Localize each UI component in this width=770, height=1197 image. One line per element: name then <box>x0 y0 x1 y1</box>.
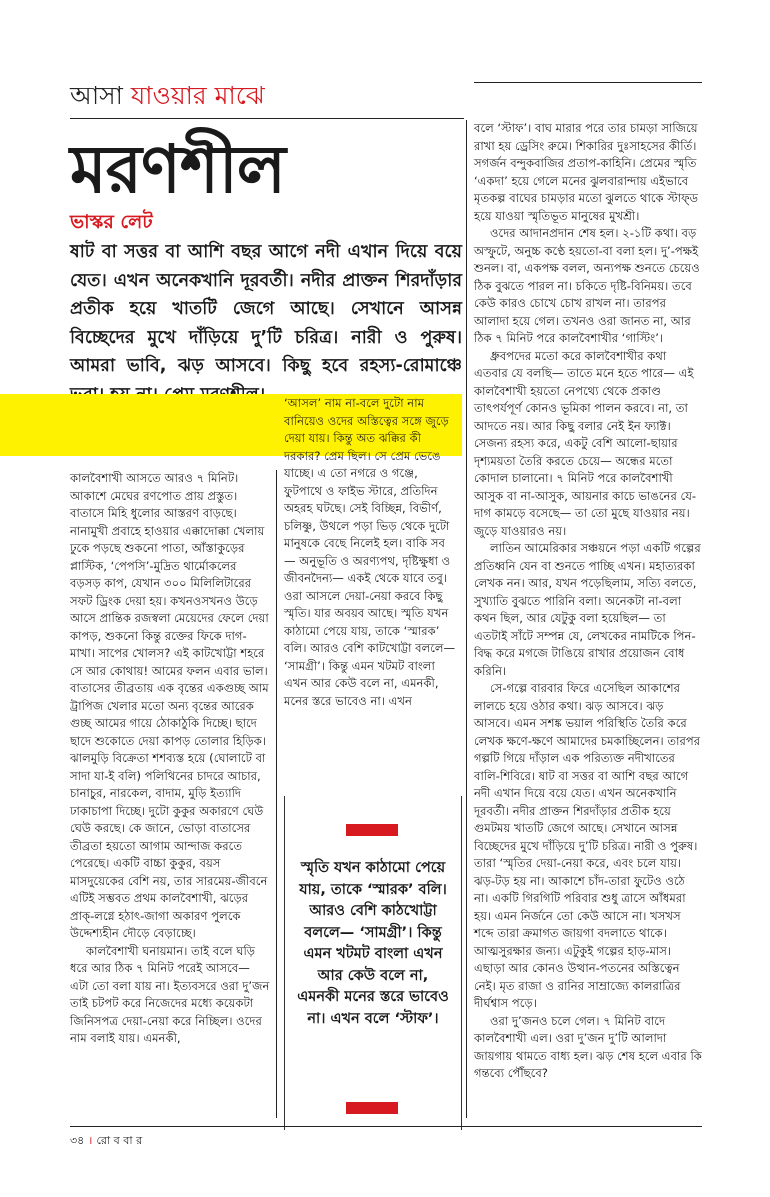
body-paragraph: লাতিন আমেরিকার সঞ্চয়নে পড়া একটি গল্পের প্রতিধ্বনি যেন বা শুনতে পাচ্ছি এখন। মহাত্যরকা লেখক নন। আর, যখন পড়েছিলাম, সত্যি বলতে, সুখ্যাতি বুঝতে পারিনি বলা। অনেকটা না-বলা কথন ছিল, আর যেটুকু বলা হয়েছিল— তা এতটাই সাঁটে সম্পন্ন যে, লেখকের নামটিকে পিন-বিদ্ধ করে মগজে টাঙিয়ে রাখার প্রয়োজন বোধ করিনি। <box>474 541 701 678</box>
body-paragraph: ওরা দু’জনও চলে গেল। ৭ মিনিট বাদে কালবৈশাখী এল। ওরা দু’জন দু’টি আলাদা জায়গায় থামতে বাধ্য হল। ঝড় শেষ হলে এবার কি গন্তব্যে পৌঁছবে? <box>474 1013 702 1080</box>
section-label-part1: আসা <box>70 81 123 110</box>
top-rule-right <box>474 82 702 83</box>
body-column-2 <box>284 395 456 710</box>
intro-paragraph: ষাট বা সত্তর বা আশি বছর আগে নদী এখান দিয়ে বয়ে যেত। এখন অনেকখানি দূরবর্তী। নদীর প্রাক্তন শিরদাঁড়ার প্রতীক হয়ে খাতটি জেগে আছে। সেখানে আসন্ন বিচ্ছেদের মুখে দাঁড়িয়ে দু’টি চরিত্র। নারী ও পুরুষ। আমরা ভাবি, ঝড় আসবে। কিছু হবে রহস্য-রোমাঞ্চে <box>70 242 462 376</box>
footer-separator: । <box>88 1134 93 1147</box>
body-paragraph: ধ্রুবপদের মতো করে কালবৈশাখীর কথা এতবার যে বলছি— তাতে মনে হতে পারে— এই কালবৈশাখী হয়তো নেপথ্যে থেকে প্রকাণ্ড তাৎপর্যপূর্ণ কোনও ভূমিকা পালন করবে। না, তা আদতে নয়। আর কিছু বলার নেই ইন ফ্যাক্ট। সেজন্য রহস্য করে, একটু বেশি আলো-ছায়ার দৃশ্যময়তা তৈরি করতে চেয়ে— অন্ধের মতো কোদাল চালানো। ৭ মিনিট পরে কালবৈশাখী আসুক বা না-আসুক, আয়নার কাচে ভাঙনের যে-দাগ কামড়ে বসেছে— তা তো মুছে যাওয়ার নয়। জুড়ে যাওয়ারও নয়। <box>474 348 697 538</box>
pull-quote-box <box>284 796 462 1130</box>
byline: ভাস্কর লেট <box>70 211 153 233</box>
headline: মরণশীল <box>70 131 285 208</box>
body-column-1 <box>70 470 270 1048</box>
column-divider-left <box>276 470 277 1118</box>
top-rule-left <box>70 118 464 119</box>
pull-quote-top-bar <box>346 824 398 836</box>
body-paragraph: কালবৈশাখী ঘনায়মান। তাই বলে ঘড়ি ধরে আর ঠিক ৭ মিনিট পরেই আসবে— এটা তো বলা যায় না। ইত্যবসরে ওরা দু’জন তাই চটপট করে নিজেদের মধ্যে কয়েকটা জিনিসপত্র দেয়া-নেয়া করে নিচ্ছিল। ওদের নাম বলাই যায়। এমনকী, <box>70 943 270 1045</box>
pull-quote-text: স্মৃতি যখন কাঠামো পেয়ে যায়, তাকে ‘স্মারক’ বলি। আরও বেশি কাঠখোট্টা বললে— ‘সামগ্রী’। কিন্তু এমন খটমট বাংলা এখন আর কেউ বলে না, এমনকী মনের স্তরে ভাবেও না। এখন বলে ‘স্টাফ’। <box>297 860 449 1027</box>
body-paragraph: ‘আসল’ নাম না-বলে দুটো নাম বানিয়েও ওদের অস্তিত্বের সঙ্গে জুড়ে দেয়া যায়। কিন্তু অত ঝক্কির কী দরকার? প্রেম ছিল। সে প্রেম ভেঙে যাচ্ছে। এ তো নগরে ও গঞ্জে, ফুটপাথে ও ফাইভ স্টারে, প্রতিদিন অহরহ ঘটছে। সেই বিচ্ছিন্ন, বিভীর্ণ, চলিষ্ণু, উথলে পড়া ভিড় থেকে দুটো মানুষকে বেছে নিলেই হল। বাকি সব— অনুভূতি ও অরণ্যপথ, দৃষ্টিক্ষুধা ও জীবনদৈন্য— একই থেকে যাবে তবু। ওরা আসলে দেয়া-নেয়া করবে কিছু স্মৃতি। যার অবয়ব আছে। স্মৃতি যখন কাঠামো পেয়ে যায়, তাকে ‘স্মারক’ বলি। আরও বেশি কাটখোট্টা বললে— ‘সামগ্রী’। কিন্তু এমন খটমট বাংলা এখন আর কেউ বলে না, এমনকী, মনের স্তরে ভাবেও না। এখন <box>284 396 456 708</box>
section-label-part2: যাওয়ার মাঝে <box>130 81 265 110</box>
body-paragraph: ওদের আদানপ্রদান শেষ হল। ২-১টি কথা। বড় অস্ফুটে, অনুচ্চ কণ্ঠে হয়তো-বা বলা হল। দু’-পক্ষই শুনল। বা, একপক্ষ বলল, অন্যপক্ষ শুনতে চেয়েও ঠিক বুঝতে পারল না। চকিতে দৃষ্টি-বিনিময়। তবে কেউ কারও চোখে চোখ রাখল না। তারপর আলাদা হয়ে গেল। তখনও ওরা জানত না, আর ঠিক ৭ মিনিট পরে কালবৈশাখীর ‘গাস্টিং’। <box>474 226 700 345</box>
column-divider-right <box>466 120 467 1118</box>
footer-rule <box>70 1126 702 1127</box>
magazine-name: রো ব বা র <box>96 1134 143 1147</box>
page-number: ৩৪ <box>70 1134 85 1147</box>
pull-quote-bottom-bar <box>346 1102 398 1114</box>
body-column-3 <box>474 120 702 1083</box>
body-paragraph: কালবৈশাখী আসতে আরও ৭ মিনিট। আকাশে মেঘের রণপোত প্রায় প্রস্তুত। বাতাসে মিহি ধুলোর আস্তরণ বাড়ছে। নানামুখী প্রবাহে হাওয়ার এক্কাদোক্কা খেলায় ঢুকে পড়ছে শুকনো পাতা, আঁস্তাকুড়ের প্লাস্টিক, ‘পেপসি’-মুদ্রিত থার্মোকলের বড়সড় কাপ, যেখান ৩০০ মিলিলিটারের সফট ড্রিংক দেয়া হয়। কখনওসখনও উড়ে আসে প্রান্তিক রজস্বলা মেয়েদের ফেলে দেয়া কাপড়, শুকনো কিন্তু রক্তের ফিকে দাগ-মাখা। সাপের খোলস? এই কাটখোট্টা শহরে সে আর কোথায়! আমের ফলন এবার ভাল। বাতাসের তীব্রতায় এক বৃন্তের একগুচ্ছ আম ট্রাপিজ খেলার মতো অন্য বৃন্তের আরেক গুচ্ছ আমের গায়ে ঠোকাঠুকি দিচ্ছে। ছাদে ছাদে শুকোতে দেয়া কাপড় তোলার হিড়িক। ঝালমুড়ি বিক্রেতা শশব্যস্ত হয়ে (ঘোলাটে বা সাদা যা-ই বলি) পলিথিনের চাদরে আচার, চানাচুর, নারকেল, বাদাম, মুড়ি ইত্যাদি ঢাকাচাপা দিচ্ছে। দুটো কুকুর অকারণে ঘেউ ঘেউ করছে। কে জানে, ভোড়া বাতাসের তীব্রতা হয়তো আগাম আন্দাজ করতে পেরেছে। একটি বাচ্চা কুকুর, বয়স মাসদুয়েকের বেশি নয়, তার সারমেয়-জীবনে এটিই সম্ভবত প্রথম কালবৈশাখী, ঝড়ের প্রাক্-লগ্নে হঠাৎ-জাগা অকারণ পুলকে উদ্দেশ্যহীন দৌড়ে বেড়াচ্ছে। <box>70 471 269 940</box>
page-footer <box>70 1134 142 1148</box>
body-paragraph: বলে ‘স্টাফ’। বাঘ মারার পরে তার চামড়া সাজিয়ে রাখা হয় ড্রেসিং রুমে। শিকারির দুঃসাহসের কীর্তি। সগর্জন বন্দুকবাজির প্রতাপ-কাহিনি। প্রেমের স্মৃতি ‘একদা’ হয়ে গেলে মনের ঝুলবারান্দায় এইভাবে মৃতকল্প বাঘের চামড়ার মতো ঝুলতে থাকে স্টাফ্ড হয়ে যাওয়া স্মৃতিভূত মানুষের মুখশ্রী। <box>474 121 699 223</box>
section-label <box>70 80 265 112</box>
body-paragraph: সে-গল্পে বারবার ফিরে এসেছিল আকাশের লালচে হয়ে ওঠার কথা। ঝড় আসবে। ঝড় আসবে। এমন সশঙ্ক ভয়াল পরিস্থিতি তৈরি করে লেখক ক্ষণে-ক্ষণে আমাদের চমকাচ্ছিলেন। তারপর গল্পটি গিয়ে দাঁড়াল এক পরিত্যক্ত নদীখাতের বালি-শিবিরে। ষাট বা সত্তর বা আশি বছর আগে নদী এখান দিয়ে বয়ে যেত। এখন অনেকখানি দূরবর্তী। নদীর প্রাক্তন শিরদাঁড়ার প্রতীক হয়ে গুমটময় খাতটি জেগে আছে। সেখানে আসন্ন বিচ্ছেদের মুখে দাঁড়িয়ে দু’টি চরিত্র। নারী ও পুরুষ। তারা ‘স্মৃতির দেয়া-নেয়া করে, এবং চলে যায়। ঝড়-টড় হয় না। আকাশে চাঁদ-তারা ফুটেও ওঠে না। একটি গিরগিটি পরিবার শুধু ত্রাসে আঁধমরা হয়। এমন নির্জনে তো কেউ আসে না। খসখস শব্দে তারা ক্রমাগত জায়গা বদলাতে থাকে। আত্মসুরক্ষার জন্য। এটুকুই গল্পের হাড়-মাস। এছাড়া আর কোনও উত্থান-পতনের অস্তিত্বেন নেই। মৃত রাজা ও রানির সাম্রাজ্যে কালরাত্রির দীর্ঘশ্বাস পড়ে। <box>474 681 701 1010</box>
